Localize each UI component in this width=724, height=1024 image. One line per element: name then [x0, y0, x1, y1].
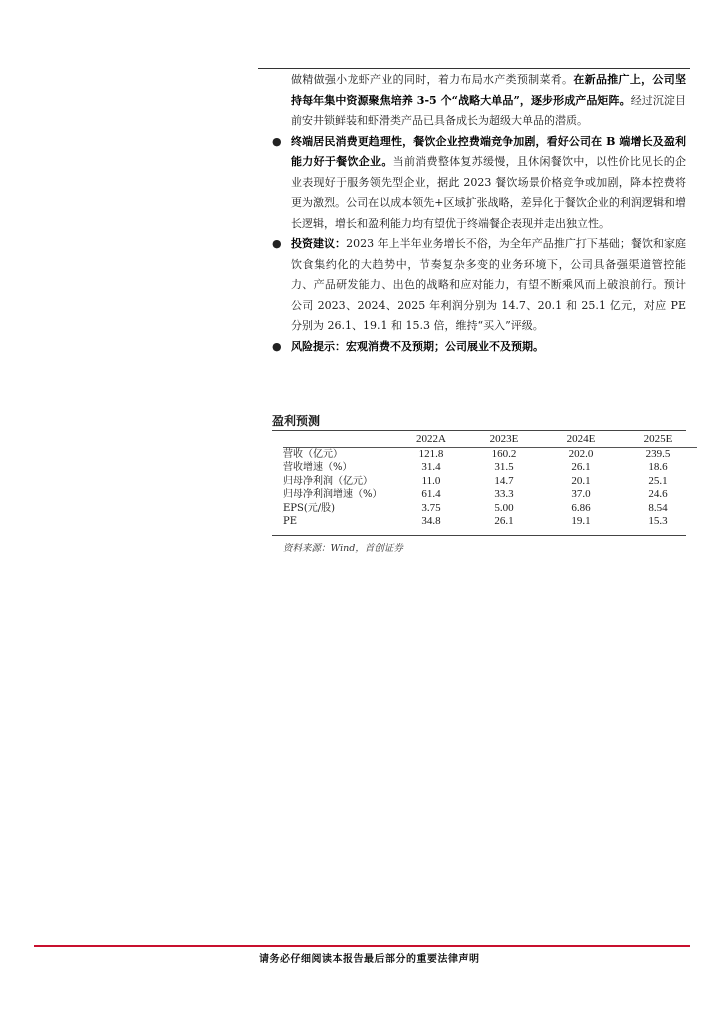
- table-header-cell: 2022A: [397, 433, 465, 447]
- table-cell: 18.6: [648, 461, 668, 473]
- table-cell: 61.4: [421, 488, 441, 500]
- table-header-row: [283, 433, 697, 447]
- bullet-investment-advice: [272, 234, 686, 337]
- bullet-risk-warning: [272, 337, 686, 358]
- table-cell: 239.5: [645, 447, 671, 460]
- table-cell: 160.2: [491, 447, 517, 460]
- table-cell: 19.1: [571, 515, 591, 527]
- bullet-text: 当前消费整体复苏缓慢，且休闲餐饮中，以性价比见长的企业表现好于服务领先型企业，据此 2023 餐饮场景价格竞争或加剧，降本控费将更为激烈。公司在以成本领先+区域扩张战略，差异化于餐饮企业的利润逻辑和增长逻辑，增长和盈利能力均有望优于终端餐企表现并走出独立性。: [291, 155, 687, 230]
- table-row: [283, 502, 697, 516]
- top-rule: [258, 68, 690, 69]
- bullet-dot-icon: ●: [272, 134, 282, 148]
- footer-disclaimer: 请务必仔细阅读本报告最后部分的重要法律声明: [259, 954, 480, 965]
- table-cell: 8.54: [648, 501, 668, 514]
- table-cell: 5.00: [494, 501, 514, 514]
- table-header-cell: 2023E: [465, 433, 543, 447]
- table-cell: 31.4: [421, 461, 441, 473]
- intro-tail-text: 经过沉淀目前安井锁鲜装和虾滑类产品已具备成长为超级大单品的潜质。: [291, 93, 687, 127]
- bullet-heading: 投资建议：: [291, 237, 347, 250]
- table-cell: 202.0: [568, 447, 594, 460]
- row-label: 归母净利润（亿元）: [283, 475, 373, 487]
- bullet-dot-icon: ●: [272, 237, 282, 250]
- forecast-top-rule: [272, 430, 686, 431]
- table-cell: 25.1: [648, 474, 668, 487]
- table-cell: 14.7: [494, 474, 514, 487]
- table-row: [283, 488, 697, 502]
- table-cell: 26.1: [571, 461, 591, 473]
- row-label: 营收增速（%）: [283, 462, 353, 473]
- bullet-heading: 风险提示：宏观消费不及预期；公司展业不及预期。: [291, 339, 544, 353]
- forecast-source: 资料来源：Wind，首创证券: [283, 543, 403, 554]
- table-cell: 15.3: [648, 515, 668, 527]
- bullet-dot-icon: ●: [272, 339, 282, 353]
- table-header-cell: 2024E: [543, 433, 619, 447]
- table-cell: 6.86: [571, 501, 591, 514]
- row-label: 营收（亿元）: [283, 448, 343, 460]
- footer-rule: [34, 945, 690, 947]
- bullet-text: 2023 年上半年业务增长不俗，为全年产品推广打下基础；餐饮和家庭饮食集约化的大趋势中，节奏复杂多变的业务环境下，公司具备强渠道管控能力、产品研发能力、出色的战略和应对能力，有望不断乘风而上破浪前行。预计公司 2023、2024、2025 年利润分别为 14.7、20.1 和 25.1 亿元，对应 PE 分别为 26.1、19.1 和 15.3 倍，维持“买入”评级。: [291, 237, 686, 332]
- table-cell: 34.8: [421, 515, 441, 527]
- table-cell: 33.3: [494, 488, 514, 500]
- report-body: [272, 70, 686, 357]
- table-cell: 26.1: [494, 515, 514, 527]
- table-row: [283, 447, 697, 461]
- table-cell: 37.0: [571, 488, 591, 500]
- bullet-consumer-trend: [272, 132, 686, 235]
- bullet-paragraph: [291, 132, 686, 235]
- table-cell: 20.1: [571, 474, 591, 487]
- row-label: 归母净利润增速（%）: [283, 489, 383, 500]
- row-label: EPS(元/股): [283, 502, 336, 514]
- table-cell: 121.8: [418, 447, 444, 460]
- bullet-heading: 终端居民消费更趋理性，餐饮企业控费端竞争加剧，看好公司在 B 端增长及盈利能力好于餐饮企业。: [291, 134, 686, 168]
- table-cell: 24.6: [648, 488, 668, 500]
- intro-bold-text: 在新品推广上，公司坚持每年集中资源聚焦培养 3-5 个“战略大单品”，逐步形成产品矩阵。: [291, 73, 687, 107]
- forecast-title: 盈利预测: [272, 414, 321, 428]
- bullet-paragraph: [291, 234, 686, 337]
- table-cell: 3.75: [421, 501, 441, 514]
- table-cell: 31.5: [494, 461, 514, 473]
- intro-paragraph: [291, 70, 686, 132]
- table-row: [283, 461, 697, 475]
- row-label: PE: [283, 516, 298, 527]
- table-row: [283, 475, 697, 489]
- table-cell: 11.0: [421, 474, 441, 487]
- forecast-bottom-rule: [272, 535, 686, 536]
- bullet-paragraph: [291, 337, 686, 358]
- intro-text: 做精做强小龙虾产业的同时，着力布局水产类预制菜肴。: [291, 73, 574, 86]
- table-row: [283, 515, 697, 529]
- forecast-table: [283, 433, 697, 529]
- table-header-cell: 2025E: [619, 433, 697, 447]
- table-header-blank: [283, 433, 397, 447]
